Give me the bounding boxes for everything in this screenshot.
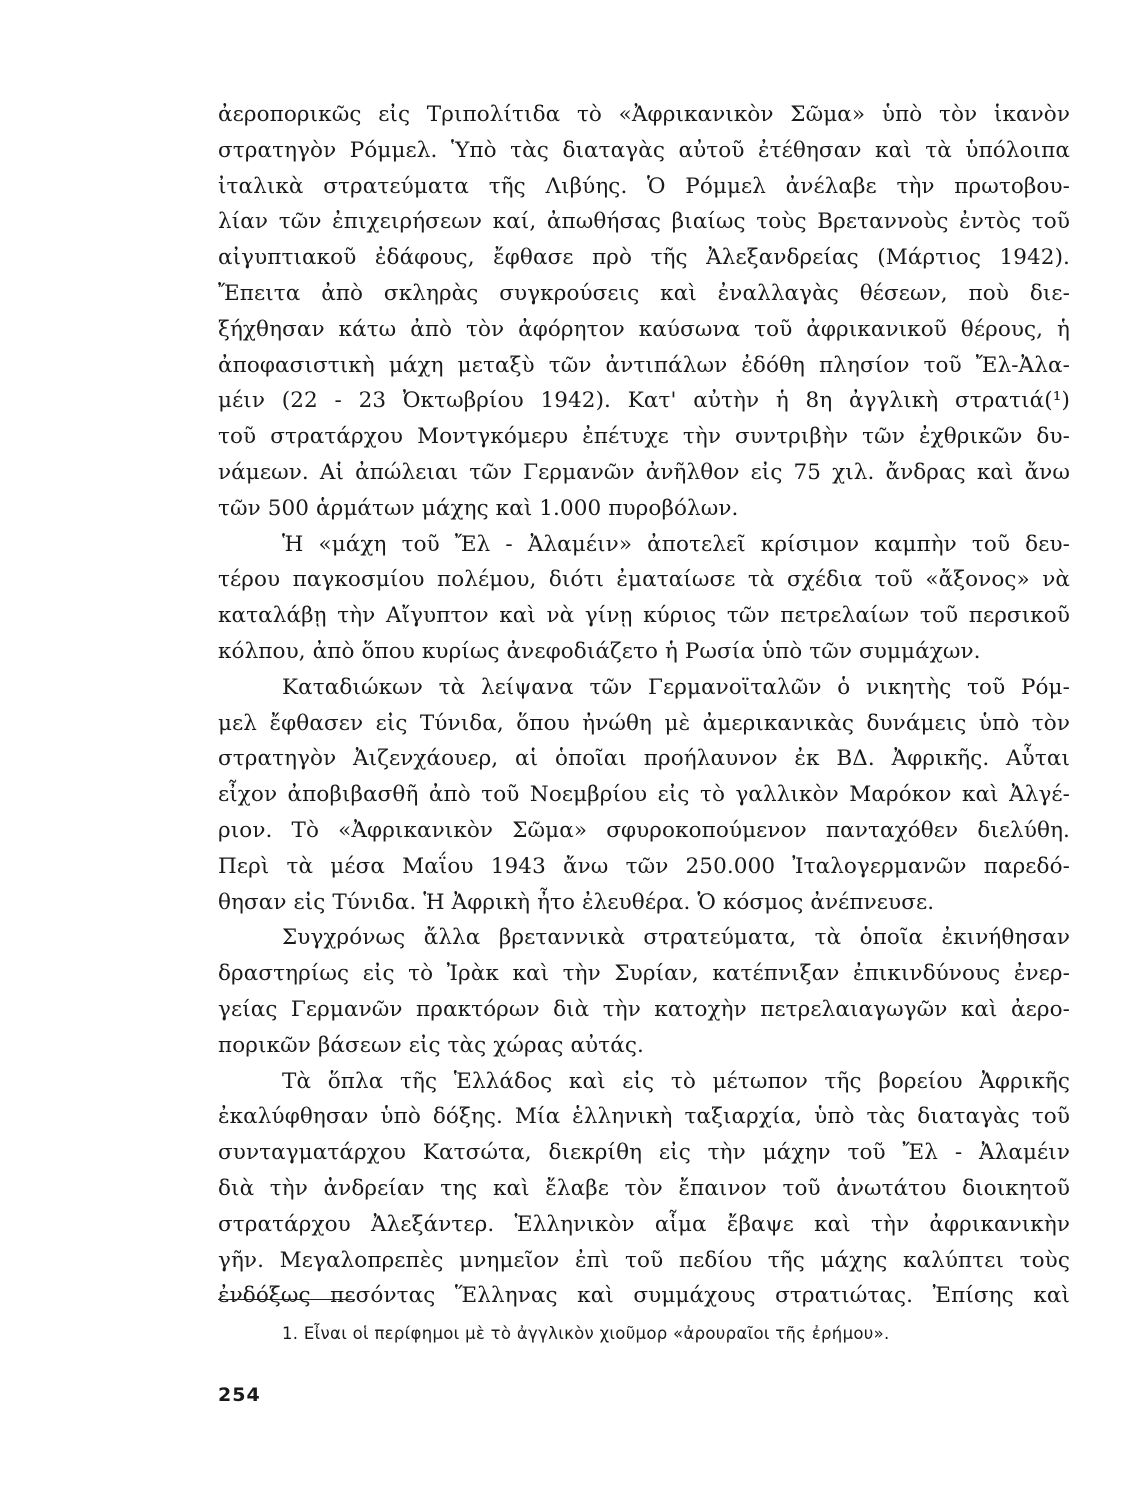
text-line: στρατηγὸν Ρόμμελ. Ὑπὸ τὰς διαταγὰς αὐτοῦ ἐτέθησαν καὶ τὰ ὑπόλοιπα bbox=[218, 137, 1070, 163]
text-line: αἰγυπτιακοῦ ἐδάφους, ἔφθασε πρὸ τῆς Ἀλεξανδρείας (Μάρτιος 1942). bbox=[218, 245, 1070, 271]
page-number: 254 bbox=[218, 1384, 261, 1406]
text-line: τῶν 500 ἁρμάτων μάχης καὶ 1.000 πυροβόλων. bbox=[218, 495, 739, 521]
text-line: Καταδιώκων τὰ λείψανα τῶν Γερμανοϊταλῶν ὁ νικητὴς τοῦ Ρόμ- bbox=[282, 674, 1070, 700]
text-line: Ἔπειτα ἀπὸ σκληρὰς συγκρούσεις καὶ ἐναλλαγὰς θέσεων, ποὺ διε- bbox=[218, 280, 1070, 306]
text-line: ἀποφασιστικὴ μάχη μεταξὺ τῶν ἀντιπάλων ἐδόθη πλησίον τοῦ Ἔλ-Ἀλα- bbox=[218, 352, 1070, 378]
text-line: Συγχρόνως ἄλλα βρεταννικὰ στρατεύματα, τὰ ὁποῖα ἐκινήθησαν bbox=[282, 925, 1070, 951]
text-line: γείας Γερμανῶν πρακτόρων διὰ τὴν κατοχὴν πετρελαιαγωγῶν καὶ ἀερο- bbox=[218, 996, 1070, 1022]
text-line: ἐκαλύφθησαν ὑπὸ δόξης. Μία ἑλληνικὴ ταξιαρχία, ὑπὸ τὰς διαταγὰς τοῦ bbox=[218, 1104, 1070, 1130]
footnote: 1. Εἶναι οἱ περίφημοι μὲ τὸ ἀγγλικὸν χιοῦμορ «ἀρουραῖοι τῆς ἐρήμου». bbox=[282, 1324, 890, 1343]
text-line: μελ ἔφθασεν εἰς Τύνιδα, ὅπου ἠνώθη μὲ ἀμερικανικὰς δυνάμεις ὑπὸ τὸν bbox=[218, 710, 1070, 736]
text-line: Ἡ «μάχη τοῦ Ἔλ - Ἀλαμέιν» ἀποτελεῖ κρίσιμον καμπὴν τοῦ δευ- bbox=[282, 531, 1070, 557]
text-line: ἰταλικὰ στρατεύματα τῆς Λιβύης. Ὁ Ρόμμελ ἀνέλαβε τὴν πρωτοβου- bbox=[218, 173, 1070, 199]
text-line: γῆν. Μεγαλοπρεπὲς μνημεῖον ἐπὶ τοῦ πεδίου τῆς μάχης καλύπτει τοὺς bbox=[218, 1247, 1070, 1273]
text-line: συνταγματάρχου Κατσώτα, διεκρίθη εἰς τὴν μάχην τοῦ Ἔλ - Ἀλαμέιν bbox=[218, 1140, 1070, 1166]
text-line: λίαν τῶν ἐπιχειρήσεων καί, ἀπωθήσας βιαίως τοὺς Βρεταννοὺς ἐντὸς τοῦ bbox=[218, 209, 1070, 235]
text-line: νάμεων. Αἱ ἀπώλειαι τῶν Γερμανῶν ἀνῆλθον εἰς 75 χιλ. ἄνδρας καὶ ἄνω bbox=[218, 459, 1070, 485]
text-line: στρατάρχου Ἀλεξάντερ. Ἑλληνικὸν αἷμα ἔβαψε καὶ τὴν ἀφρικανικὴν bbox=[218, 1211, 1070, 1237]
text-line: τέρου παγκοσμίου πολέμου, διότι ἐματαίωσε τὰ σχέδια τοῦ «ἄξονος» νὰ bbox=[218, 567, 1070, 593]
text-line: εἶχον ἀποβιβασθῆ ἀπὸ τοῦ Νοεμβρίου εἰς τὸ γαλλικὸν Μαρόκον καὶ Ἀλγέ- bbox=[218, 782, 1070, 808]
text-line: δραστηρίως εἰς τὸ Ἰρὰκ καὶ τὴν Συρίαν, κατέπνιξαν ἐπικινδύνους ἐνερ- bbox=[218, 961, 1070, 987]
text-line: στρατηγὸν Ἀιζενχάουερ, αἱ ὁποῖαι προήλαυνον ἐκ ΒΔ. Ἀφρικῆς. Αὗται bbox=[218, 746, 1070, 772]
text-line: τοῦ στρατάρχου Μοντγκόμερυ ἐπέτυχε τὴν συντριβὴν τῶν ἐχθρικῶν δυ- bbox=[218, 424, 1070, 450]
text-line: ἀεροπορικῶς εἰς Τριπολίτιδα τὸ «Ἀφρικανικὸν Σῶμα» ὑπὸ τὸν ἱκανὸν bbox=[218, 102, 1070, 127]
text-line: ξήχθησαν κάτω ἀπὸ τὸν ἀφόρητον καύσωνα τοῦ ἀφρικανικοῦ θέρους, ἡ bbox=[218, 316, 1070, 342]
body-text bbox=[218, 97, 1070, 1314]
text-line: καταλάβῃ τὴν Αἴγυπτον καὶ νὰ γίνῃ κύριος τῶν πετρελαίων τοῦ περσικοῦ bbox=[218, 603, 1070, 629]
text-line: ἐνδόξως πεσόντας Ἕλληνας καὶ συμμάχους στρατιώτας. Ἐπίσης καὶ bbox=[218, 1283, 1070, 1309]
text-line: κόλπου, ἀπὸ ὅπου κυρίως ἀνεφοδιάζετο ἡ Ρωσία ὑπὸ τῶν συμμάχων. bbox=[218, 638, 981, 664]
footnote-divider bbox=[218, 1299, 355, 1300]
text-line: Περὶ τὰ μέσα Μαΐου 1943 ἄνω τῶν 250.000 Ἰταλογερμανῶν παρεδό- bbox=[218, 853, 1070, 879]
text-line: ριον. Τὸ «Ἀφρικανικὸν Σῶμα» σφυροκοπούμενον πανταχόθεν διελύθη. bbox=[218, 817, 1070, 843]
text-line: πορικῶν βάσεων εἰς τὰς χώρας αὐτάς. bbox=[218, 1032, 644, 1058]
text-line: διὰ τὴν ἀνδρείαν της καὶ ἔλαβε τὸν ἔπαινον τοῦ ἀνωτάτου διοικητοῦ bbox=[218, 1175, 1070, 1201]
text-line: Τὰ ὅπλα τῆς Ἑλλάδος καὶ εἰς τὸ μέτωπον τῆς βορείου Ἀφρικῆς bbox=[282, 1068, 1070, 1094]
text-line: μέιν (22 - 23 Ὀκτωβρίου 1942). Κατ' αὐτὴν ἡ 8η ἀγγλικὴ στρατιά(¹) bbox=[218, 388, 1070, 414]
text-line: θησαν εἰς Τύνιδα. Ἡ Ἀφρικὴ ἦτο ἐλευθέρα. Ὁ κόσμος ἀνέπνευσε. bbox=[218, 889, 935, 915]
